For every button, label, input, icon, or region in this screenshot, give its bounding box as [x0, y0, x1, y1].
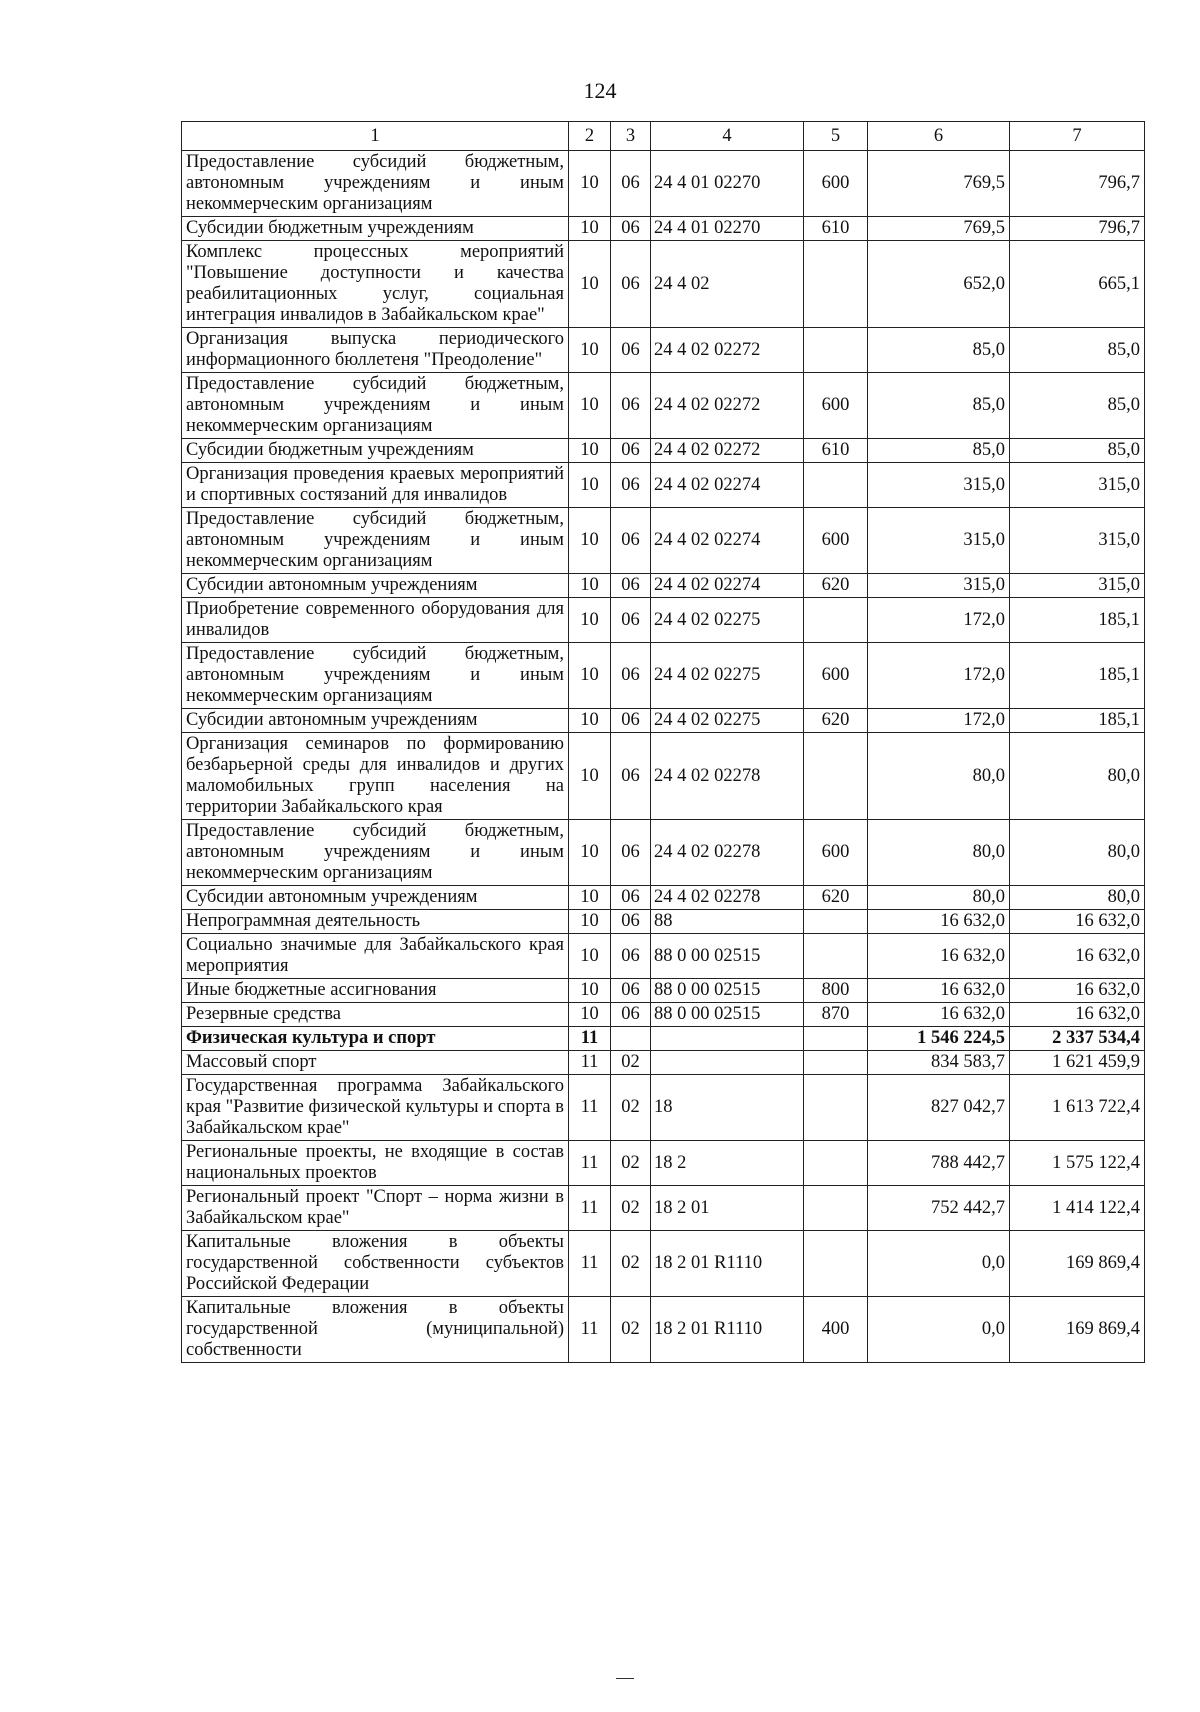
table-row — [182, 328, 1145, 373]
row-target-article — [651, 1027, 804, 1051]
row-section: 10 — [569, 820, 611, 886]
row-name: Субсидии автономным учреждениям — [182, 574, 569, 598]
row-expense-type: 620 — [804, 574, 868, 598]
row-amount-1: 85,0 — [868, 373, 1010, 439]
row-section: 10 — [569, 709, 611, 733]
row-name: Государственная программа Забайкальского края "Развитие физической культуры и спорта в Забайкальском крае" — [182, 1075, 569, 1141]
header-col-5: 5 — [804, 122, 868, 151]
row-subsection: 06 — [611, 820, 651, 886]
row-expense-type: 620 — [804, 709, 868, 733]
row-target-article: 24 4 02 02274 — [651, 574, 804, 598]
row-amount-2: 796,7 — [1010, 151, 1145, 217]
row-amount-2: 1 414 122,4 — [1010, 1186, 1145, 1231]
row-section: 10 — [569, 598, 611, 643]
row-target-article: 88 0 00 02515 — [651, 1003, 804, 1027]
row-expense-type — [804, 1186, 868, 1231]
row-section: 10 — [569, 508, 611, 574]
row-amount-2: 185,1 — [1010, 643, 1145, 709]
row-subsection: 06 — [611, 643, 651, 709]
row-amount-1: 16 632,0 — [868, 910, 1010, 934]
row-expense-type: 610 — [804, 217, 868, 241]
row-target-article: 88 0 00 02515 — [651, 934, 804, 979]
table-row — [182, 463, 1145, 508]
row-amount-1: 16 632,0 — [868, 1003, 1010, 1027]
row-expense-type: 400 — [804, 1297, 868, 1363]
row-name: Предоставление субсидий бюджетным, автономным учреждениям и иным некоммерческим организациям — [182, 508, 569, 574]
row-amount-2: 315,0 — [1010, 574, 1145, 598]
table-row — [182, 733, 1145, 820]
row-section: 10 — [569, 463, 611, 508]
row-amount-1: 80,0 — [868, 886, 1010, 910]
table-row — [182, 643, 1145, 709]
table-row — [182, 241, 1145, 328]
row-subsection: 06 — [611, 886, 651, 910]
row-amount-2: 2 337 534,4 — [1010, 1027, 1145, 1051]
row-amount-2: 796,7 — [1010, 217, 1145, 241]
row-target-article: 24 4 02 02274 — [651, 508, 804, 574]
row-amount-2: 80,0 — [1010, 886, 1145, 910]
row-amount-1: 752 442,7 — [868, 1186, 1010, 1231]
table-row — [182, 979, 1145, 1003]
row-amount-1: 16 632,0 — [868, 934, 1010, 979]
row-subsection: 06 — [611, 934, 651, 979]
row-amount-1: 172,0 — [868, 709, 1010, 733]
header-row — [182, 122, 1145, 151]
table-row — [182, 910, 1145, 934]
row-expense-type — [804, 733, 868, 820]
row-expense-type — [804, 1051, 868, 1075]
row-name: Субсидии автономным учреждениям — [182, 709, 569, 733]
row-name: Приобретение современного оборудования для инвалидов — [182, 598, 569, 643]
row-amount-1: 85,0 — [868, 439, 1010, 463]
row-expense-type: 870 — [804, 1003, 868, 1027]
row-expense-type — [804, 1231, 868, 1297]
row-target-article: 24 4 02 02278 — [651, 886, 804, 910]
row-amount-2: 16 632,0 — [1010, 979, 1145, 1003]
row-name: Субсидии автономным учреждениям — [182, 886, 569, 910]
row-amount-2: 16 632,0 — [1010, 934, 1145, 979]
row-amount-2: 1 613 722,4 — [1010, 1075, 1145, 1141]
row-section: 10 — [569, 574, 611, 598]
row-section: 11 — [569, 1297, 611, 1363]
row-section: 10 — [569, 439, 611, 463]
header-col-2: 2 — [569, 122, 611, 151]
table-row — [182, 1027, 1145, 1051]
row-amount-2: 1 621 459,9 — [1010, 1051, 1145, 1075]
row-name: Капитальные вложения в объекты государственной собственности субъектов Российской Федерации — [182, 1231, 569, 1297]
row-expense-type — [804, 598, 868, 643]
row-subsection: 06 — [611, 151, 651, 217]
row-amount-1: 85,0 — [868, 328, 1010, 373]
row-subsection: 06 — [611, 733, 651, 820]
page-number: 124 — [583, 78, 617, 103]
row-amount-2: 169 869,4 — [1010, 1231, 1145, 1297]
row-section: 10 — [569, 241, 611, 328]
row-target-article: 24 4 02 02275 — [651, 709, 804, 733]
row-subsection: 06 — [611, 373, 651, 439]
table-row — [182, 934, 1145, 979]
row-subsection: 02 — [611, 1141, 651, 1186]
row-expense-type: 600 — [804, 820, 868, 886]
row-expense-type: 600 — [804, 508, 868, 574]
row-name: Субсидии бюджетным учреждениям — [182, 217, 569, 241]
row-amount-2: 185,1 — [1010, 598, 1145, 643]
row-amount-1: 315,0 — [868, 463, 1010, 508]
row-section: 11 — [569, 1075, 611, 1141]
row-expense-type — [804, 910, 868, 934]
row-target-article: 24 4 02 02272 — [651, 328, 804, 373]
row-subsection: 02 — [611, 1231, 651, 1297]
row-target-article: 18 2 01 R1110 — [651, 1297, 804, 1363]
row-section: 10 — [569, 886, 611, 910]
row-subsection: 06 — [611, 241, 651, 328]
row-name: Предоставление субсидий бюджетным, автономным учреждениям и иным некоммерческим организациям — [182, 151, 569, 217]
row-section: 11 — [569, 1051, 611, 1075]
row-amount-1: 769,5 — [868, 217, 1010, 241]
table-row — [182, 1297, 1145, 1363]
row-expense-type — [804, 934, 868, 979]
row-amount-1: 16 632,0 — [868, 979, 1010, 1003]
row-target-article: 24 4 02 02278 — [651, 733, 804, 820]
row-expense-type: 600 — [804, 643, 868, 709]
table-row — [182, 508, 1145, 574]
row-amount-2: 665,1 — [1010, 241, 1145, 328]
row-subsection: 06 — [611, 979, 651, 1003]
row-expense-type: 800 — [804, 979, 868, 1003]
row-amount-2: 169 869,4 — [1010, 1297, 1145, 1363]
row-amount-1: 769,5 — [868, 151, 1010, 217]
table-row — [182, 1141, 1145, 1186]
budget-table — [181, 121, 1145, 1363]
row-name: Резервные средства — [182, 1003, 569, 1027]
table-row — [182, 1075, 1145, 1141]
row-target-article: 24 4 02 02275 — [651, 643, 804, 709]
page-footer-dash — [616, 1678, 634, 1679]
row-amount-1: 0,0 — [868, 1297, 1010, 1363]
row-expense-type: 600 — [804, 373, 868, 439]
row-amount-1: 652,0 — [868, 241, 1010, 328]
row-expense-type — [804, 1075, 868, 1141]
row-amount-1: 315,0 — [868, 574, 1010, 598]
row-name: Иные бюджетные ассигнования — [182, 979, 569, 1003]
header-col-3: 3 — [611, 122, 651, 151]
row-amount-2: 16 632,0 — [1010, 910, 1145, 934]
header-col-4: 4 — [651, 122, 804, 151]
row-subsection: 02 — [611, 1051, 651, 1075]
row-name: Организация проведения краевых мероприятий и спортивных состязаний для инвалидов — [182, 463, 569, 508]
row-name: Региональный проект "Спорт – норма жизни в Забайкальском крае" — [182, 1186, 569, 1231]
table-row — [182, 1051, 1145, 1075]
table-row — [182, 886, 1145, 910]
row-amount-2: 16 632,0 — [1010, 1003, 1145, 1027]
row-target-article: 24 4 02 — [651, 241, 804, 328]
row-target-article: 24 4 01 02270 — [651, 217, 804, 241]
row-amount-1: 80,0 — [868, 820, 1010, 886]
row-amount-2: 80,0 — [1010, 733, 1145, 820]
row-section: 11 — [569, 1027, 611, 1051]
row-name: Предоставление субсидий бюджетным, автономным учреждениям и иным некоммерческим организациям — [182, 820, 569, 886]
row-section: 10 — [569, 151, 611, 217]
row-amount-2: 315,0 — [1010, 508, 1145, 574]
table-row — [182, 439, 1145, 463]
table-row — [182, 373, 1145, 439]
row-name: Организация выпуска периодического информационного бюллетеня "Преодоление" — [182, 328, 569, 373]
row-subsection: 06 — [611, 598, 651, 643]
row-section: 10 — [569, 373, 611, 439]
row-expense-type — [804, 1027, 868, 1051]
row-amount-1: 315,0 — [868, 508, 1010, 574]
row-section: 10 — [569, 217, 611, 241]
row-target-article: 18 2 — [651, 1141, 804, 1186]
row-subsection: 02 — [611, 1297, 651, 1363]
row-section: 11 — [569, 1186, 611, 1231]
row-subsection: 06 — [611, 328, 651, 373]
table-row — [182, 151, 1145, 217]
row-amount-2: 80,0 — [1010, 820, 1145, 886]
row-target-article: 24 4 02 02275 — [651, 598, 804, 643]
row-target-article: 24 4 02 02272 — [651, 373, 804, 439]
row-subsection: 06 — [611, 709, 651, 733]
row-expense-type — [804, 1141, 868, 1186]
table-row — [182, 1003, 1145, 1027]
row-section: 10 — [569, 733, 611, 820]
row-section: 10 — [569, 910, 611, 934]
row-subsection: 06 — [611, 1003, 651, 1027]
header-col-6: 6 — [868, 122, 1010, 151]
row-target-article: 24 4 02 02274 — [651, 463, 804, 508]
row-name: Региональные проекты, не входящие в состав национальных проектов — [182, 1141, 569, 1186]
row-subsection: 06 — [611, 217, 651, 241]
row-subsection: 06 — [611, 910, 651, 934]
row-section: 10 — [569, 328, 611, 373]
row-amount-1: 80,0 — [868, 733, 1010, 820]
row-target-article: 18 2 01 — [651, 1186, 804, 1231]
row-amount-1: 172,0 — [868, 598, 1010, 643]
row-target-article: 24 4 02 02272 — [651, 439, 804, 463]
table-row — [182, 709, 1145, 733]
row-target-article — [651, 1051, 804, 1075]
row-amount-1: 788 442,7 — [868, 1141, 1010, 1186]
row-expense-type — [804, 241, 868, 328]
row-name: Социально значимые для Забайкальского края мероприятия — [182, 934, 569, 979]
row-name: Комплекс процессных мероприятий "Повышение доступности и качества реабилитационных услуг, социальная интеграция инвалидов в Забайкальском крае" — [182, 241, 569, 328]
row-section: 11 — [569, 1141, 611, 1186]
row-expense-type — [804, 328, 868, 373]
row-target-article: 88 — [651, 910, 804, 934]
row-name: Предоставление субсидий бюджетным, автономным учреждениям и иным некоммерческим организациям — [182, 373, 569, 439]
row-amount-2: 315,0 — [1010, 463, 1145, 508]
row-section: 10 — [569, 643, 611, 709]
row-expense-type — [804, 463, 868, 508]
row-target-article: 18 — [651, 1075, 804, 1141]
row-name: Непрограммная деятельность — [182, 910, 569, 934]
row-target-article: 88 0 00 02515 — [651, 979, 804, 1003]
table-row — [182, 574, 1145, 598]
row-name: Физическая культура и спорт — [182, 1027, 569, 1051]
row-name: Капитальные вложения в объекты государственной (муниципальной) собственности — [182, 1297, 569, 1363]
table-row — [182, 1186, 1145, 1231]
row-amount-1: 172,0 — [868, 643, 1010, 709]
row-expense-type: 620 — [804, 886, 868, 910]
row-amount-2: 1 575 122,4 — [1010, 1141, 1145, 1186]
row-section: 11 — [569, 1231, 611, 1297]
row-amount-1: 1 546 224,5 — [868, 1027, 1010, 1051]
row-name: Массовый спорт — [182, 1051, 569, 1075]
row-subsection: 06 — [611, 439, 651, 463]
header-col-1: 1 — [182, 122, 569, 151]
row-section: 10 — [569, 979, 611, 1003]
header-col-7: 7 — [1010, 122, 1145, 151]
row-subsection: 02 — [611, 1186, 651, 1231]
row-name: Организация семинаров по формированию безбарьерной среды для инвалидов и других маломобильных групп населения на территории Забайкальского края — [182, 733, 569, 820]
row-amount-2: 85,0 — [1010, 328, 1145, 373]
row-section: 10 — [569, 934, 611, 979]
row-expense-type: 600 — [804, 151, 868, 217]
row-subsection: 06 — [611, 508, 651, 574]
row-name: Предоставление субсидий бюджетным, автономным учреждениям и иным некоммерческим организациям — [182, 643, 569, 709]
row-subsection: 02 — [611, 1075, 651, 1141]
table-row — [182, 598, 1145, 643]
table-row — [182, 1231, 1145, 1297]
row-subsection: 06 — [611, 463, 651, 508]
row-amount-1: 834 583,7 — [868, 1051, 1010, 1075]
row-amount-2: 85,0 — [1010, 439, 1145, 463]
table-row — [182, 820, 1145, 886]
table-row — [182, 217, 1145, 241]
row-amount-1: 827 042,7 — [868, 1075, 1010, 1141]
row-target-article: 24 4 02 02278 — [651, 820, 804, 886]
row-target-article: 24 4 01 02270 — [651, 151, 804, 217]
row-section: 10 — [569, 1003, 611, 1027]
row-amount-2: 85,0 — [1010, 373, 1145, 439]
row-name: Субсидии бюджетным учреждениям — [182, 439, 569, 463]
row-subsection — [611, 1027, 651, 1051]
row-amount-1: 0,0 — [868, 1231, 1010, 1297]
row-subsection: 06 — [611, 574, 651, 598]
row-amount-2: 185,1 — [1010, 709, 1145, 733]
row-expense-type: 610 — [804, 439, 868, 463]
row-target-article: 18 2 01 R1110 — [651, 1231, 804, 1297]
